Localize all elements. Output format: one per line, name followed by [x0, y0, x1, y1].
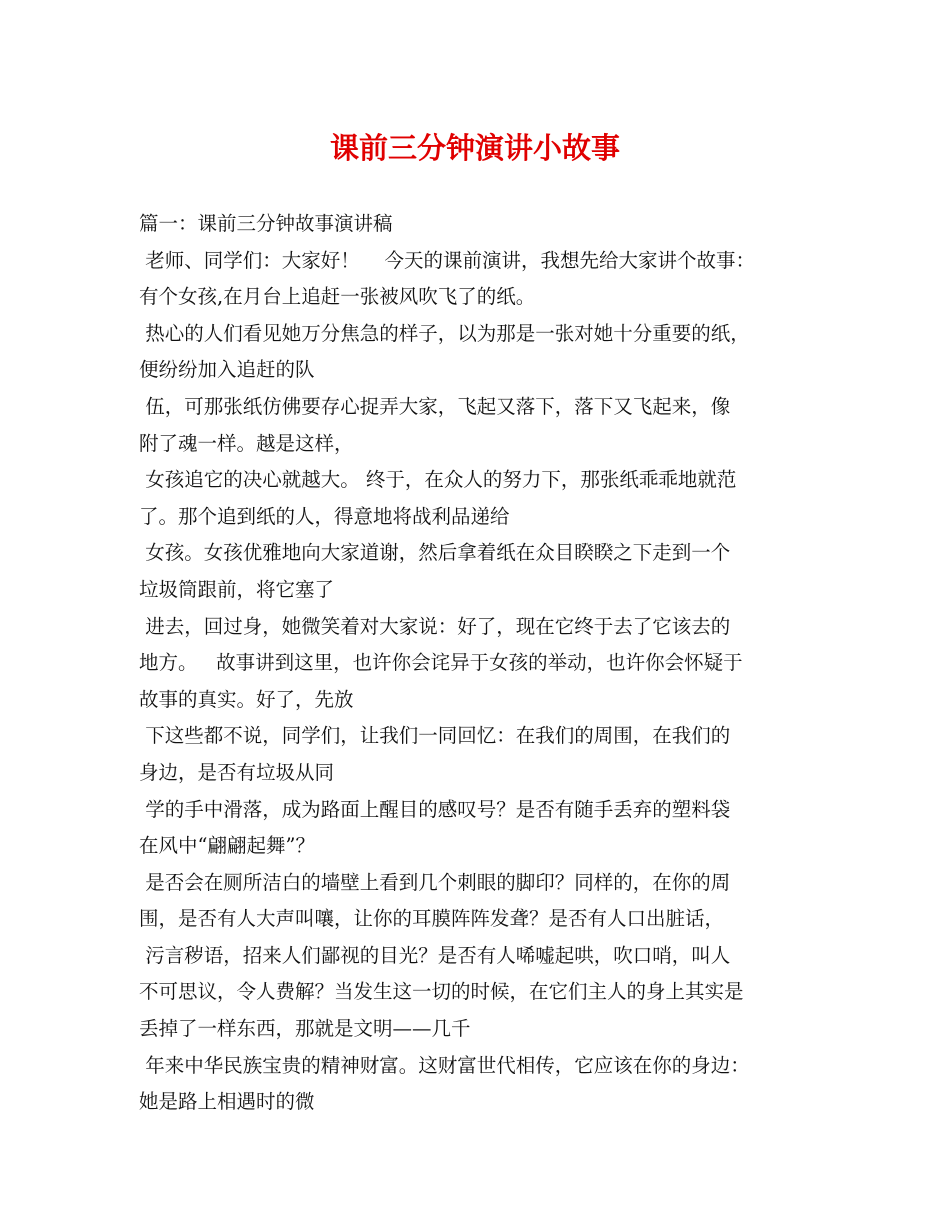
text-line: 篇一：课前三分钟故事演讲稿 [139, 212, 393, 235]
text-line: 进去，回过身，她微笑着对大家说：好了，现在它终于去了它该去的 [139, 614, 731, 638]
text-line: 有个女孩,在月台上追赶一张被风吹飞了的纸。 [139, 285, 536, 309]
text-line: 学的手中滑落，成为路面上醒目的感叹号？是否有随手丢弃的塑料袋 [139, 797, 731, 821]
text-line: 附了魂一样。越是这样， [139, 431, 354, 455]
text-line: 了。那个追到纸的人，得意地将战利品递给 [139, 504, 510, 528]
text-line: 故事的真实。好了，先放 [139, 687, 354, 711]
text-line: 热心的人们看见她万分焦急的样子，以为那是一张对她十分重要的纸， [139, 321, 750, 345]
text-line: 女孩追它的决心就越大。 终于，在众人的努力下，那张纸乖乖地就范 [139, 468, 737, 492]
text-line: 女孩。女孩优雅地向大家道谢，然后拿着纸在众目睽睽之下走到一个 [139, 541, 731, 565]
text-line: 下这些都不说，同学们，让我们一同回忆：在我们的周围，在我们的 [139, 724, 731, 748]
text-line: 地方。 故事讲到这里，也许你会诧异于女孩的举动，也许你会怀疑于 [139, 651, 743, 675]
text-line: 老师、同学们：大家好！ 今天的课前演讲，我想先给大家讲个故事： [139, 248, 755, 272]
text-line: 丢掉了一样东西，那就是文明——几千 [139, 1017, 471, 1041]
text-line: 在风中“翩翩起舞”？ [139, 834, 315, 858]
text-line: 垃圾筒跟前，将它塞了 [139, 577, 335, 601]
text-line: 是否会在厕所洁白的墙壁上看到几个刺眼的脚印？同样的，在你的周 [139, 870, 731, 894]
text-line: 年来中华民族宝贵的精神财富。这财富世代相传，它应该在你的身边： [139, 1053, 750, 1077]
document-title: 课前三分钟演讲小故事 [329, 131, 620, 165]
text-line: 便纷纷加入追赶的队 [139, 358, 315, 382]
text-line: 伍，可那张纸仿佛要存心捉弄大家，飞起又落下，落下又飞起来，像 [139, 394, 731, 418]
text-line: 身边，是否有垃圾从同 [139, 760, 335, 784]
text-line: 围，是否有人大声叫嚷，让你的耳膜阵阵发聋？是否有人口出脏话， [139, 907, 725, 931]
text-line: 她是路上相遇时的微 [139, 1090, 315, 1114]
text-line: 污言秽语，招来人们鄙视的目光？是否有人唏嘘起哄，吹口哨，叫人 [139, 943, 731, 967]
text-line: 不可思议，令人费解？当发生这一切的时候，在它们主人的身上其实是 [139, 980, 744, 1004]
document-body [139, 206, 815, 1121]
